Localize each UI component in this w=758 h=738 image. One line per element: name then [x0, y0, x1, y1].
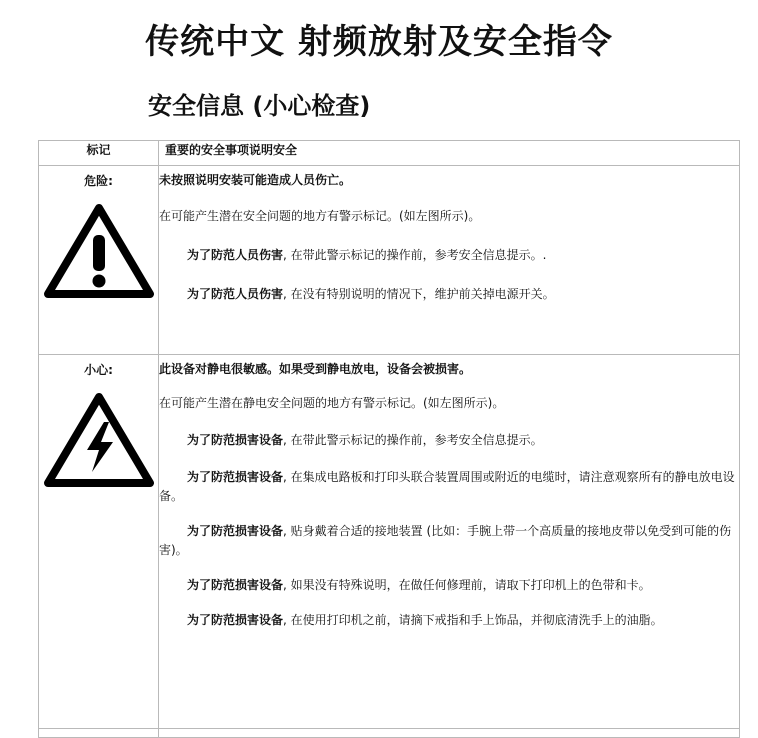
table-row-danger	[39, 166, 740, 355]
caution-paragraph-6: 为了防范损害设备, 在使用打印机之前，请摘下戒指和手上饰品，并彻底清洗手上的油脂。	[187, 613, 663, 627]
continuation-cell-1	[39, 729, 159, 738]
exclamation-warning-icon	[43, 203, 155, 299]
caution-paragraph-4: 为了防范损害设备, 贴身戴着合适的接地装置 (比如：手腕上带一个高质量的接地皮带以免受到可能的伤害)。	[159, 524, 732, 557]
caution-paragraph-5: 为了防范损害设备, 如果没有特殊说明，在做任何修理前，请取下打印机上的色带和卡。	[187, 578, 651, 592]
danger-symbol-cell	[39, 166, 159, 355]
header-col-description: 重要的安全事项说明安全	[159, 141, 740, 166]
high-voltage-warning-icon	[43, 392, 155, 488]
danger-description-cell	[159, 166, 740, 355]
section-subtitle: 安全信息 (小心检查)	[148, 92, 371, 120]
danger-lead-text: 未按照说明安装可能造成人员伤亡。	[159, 173, 352, 187]
page-title: 传统中文 射频放射及安全指令	[145, 22, 613, 62]
caution-paragraph-3: 为了防范损害设备, 在集成电路板和打印头联合装置周围或附近的电缆时，请注意观察所有的静电放电设备。	[159, 470, 735, 503]
danger-paragraph-3: 为了防范人员伤害, 在没有特别说明的情况下，维护前关掉电源开关。	[187, 287, 555, 301]
table-header-row	[39, 141, 740, 166]
continuation-cell-2	[159, 729, 740, 738]
caution-lead-text: 此设备对静电很敏感。如果受到静电放电，设备会被损害。	[159, 362, 472, 376]
caution-paragraph-2: 为了防范损害设备, 在带此警示标记的操作前，参考安全信息提示。	[187, 433, 543, 447]
table-continuation-row	[39, 729, 740, 738]
danger-label: 危险:	[84, 174, 113, 188]
safety-table	[38, 140, 740, 738]
header-col-symbol: 标记	[39, 141, 159, 166]
caution-paragraph-1: 在可能产生潜在静电安全问题的地方有警示标记。(如左图所示)。	[159, 396, 505, 410]
danger-paragraph-2: 为了防范人员伤害, 在带此警示标记的操作前，参考安全信息提示。.	[187, 248, 547, 262]
caution-symbol-cell	[39, 355, 159, 729]
caution-description-cell	[159, 355, 740, 729]
table-row-caution	[39, 355, 740, 729]
caution-label: 小心:	[84, 363, 113, 377]
danger-paragraph-1: 在可能产生潜在安全问题的地方有警示标记。(如左图所示)。	[159, 209, 481, 223]
